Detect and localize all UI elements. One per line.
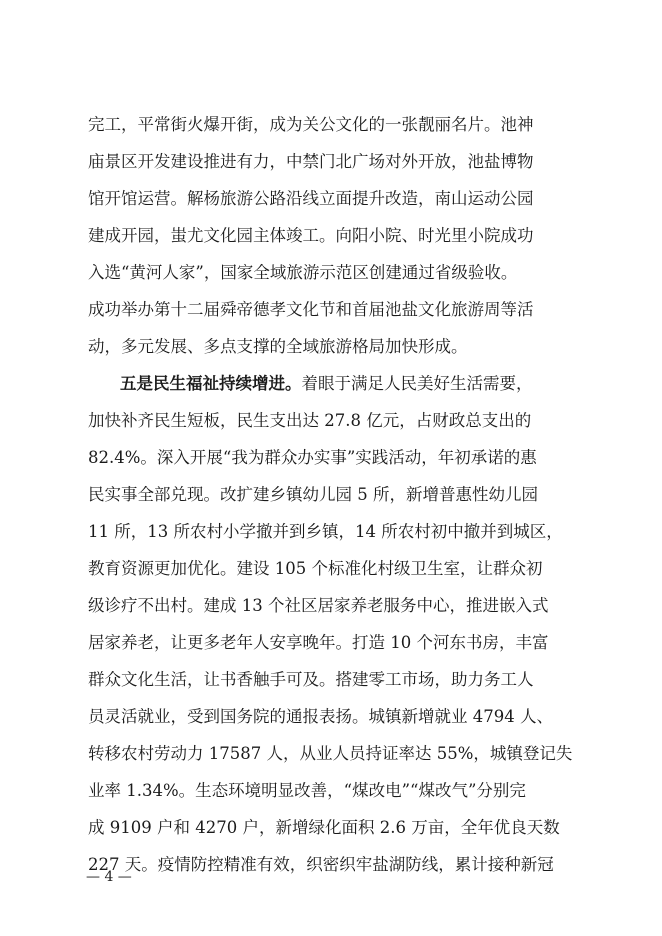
text-line: 馆开馆运营。解杨旅游公路沿线立面提升改造，南山运动公园 [88,189,534,208]
text-line: 员灵活就业，受到国务院的通报表扬。城镇新增就业 4794 人、 [88,707,553,726]
text-line: 82.4%。深入开展“我为群众办实事”实践活动，年初承诺的惠 [88,448,537,467]
text-line: 民实事全部兑现。改扩建乡镇幼儿园 5 所，新增普惠性幼儿园 [88,485,538,504]
text-line: 转移农村劳动力 17587 人，从业人员持证率达 55%，城镇登记失 [88,744,573,763]
text-line: 加快补齐民生短板，民生支出达 27.8 亿元，占财政总支出的 [88,411,532,430]
text-line: 成功举办第十二届舜帝德孝文化节和首届池盐文化旅游周等活 [88,300,534,319]
text-line: 庙景区开发建设推进有力，中禁门北广场对外开放，池盐博物 [88,152,534,171]
paragraph-first-line [120,373,588,395]
text-line: 11 所，13 所农村小学撤并到乡镇，14 所农村初中撤并到城区， [88,522,563,541]
text-line: 227 天。疫情防控精准有效，织密织牢盐湖防线，累计接种新冠 [88,855,554,874]
text-line: 建成开园，蚩尤文化园主体竣工。向阳小院、时光里小院成功 [88,226,534,245]
text-line: 动，多元发展、多点支撑的全域旅游格局加快形成。 [88,337,468,356]
text-line: 完工，平常街火爆开街，成为关公文化的一张靓丽名片。池神 [88,115,534,134]
text-segment: 着眼于满足人民美好生活需要， [301,374,533,393]
text-line: 成 9109 户和 4270 户，新增绿化面积 2.6 万亩，全年优良天数 [88,818,560,837]
text-line: 业率 1.34%。生态环境明显改善，“煤改电”“煤改气”分别完 [88,781,526,800]
section-heading: 五是民生福祉持续增进。 [120,374,302,393]
text-line: 教育资源更加优化。建设 105 个标准化村级卫生室，让群众初 [88,559,543,578]
text-line: 级诊疗不出村。建成 13 个社区居家养老服务中心，推进嵌入式 [88,596,549,615]
text-line: 入选“黄河人家”，国家全域旅游示范区创建通过省级验收。 [88,263,518,282]
text-line: 群众文化生活，让书香触手可及。搭建零工市场，助力务工人 [88,670,534,689]
page-number: — 4 — [86,869,132,885]
text-line: 居家养老，让更多老年人安享晚年。打造 10 个河东书房，丰富 [88,633,549,652]
